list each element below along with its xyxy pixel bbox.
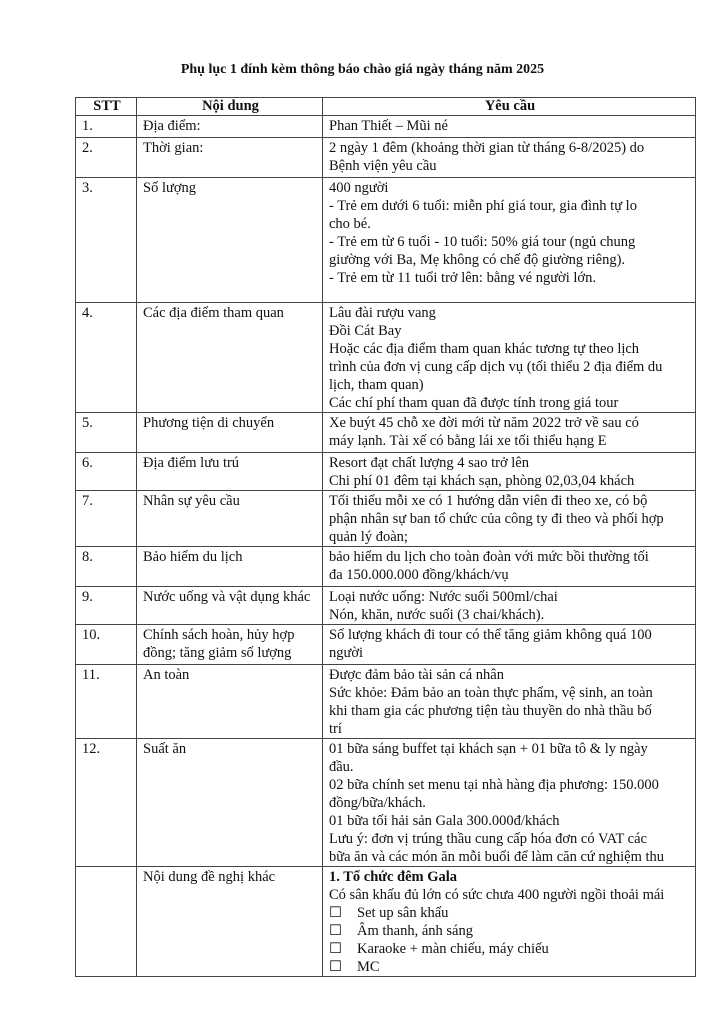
table-row bbox=[76, 138, 696, 178]
row-number: 3. bbox=[76, 178, 137, 303]
row-content-label: Số lượng bbox=[137, 178, 323, 303]
row-number: 1. bbox=[76, 116, 137, 138]
requirement-line: đồng/bữa/khách. bbox=[329, 795, 426, 811]
checklist-item bbox=[329, 922, 691, 940]
checklist-item bbox=[329, 940, 691, 958]
table-row bbox=[76, 587, 696, 625]
requirement-line: 400 người bbox=[329, 180, 389, 196]
table-row bbox=[76, 453, 696, 491]
requirement-line: Loại nước uống: Nước suối 500ml/chai bbox=[329, 589, 558, 605]
table-body bbox=[76, 116, 696, 977]
requirement-line: lịch, tham quan) bbox=[329, 377, 424, 393]
row-requirement bbox=[323, 547, 696, 587]
row-requirement bbox=[323, 665, 696, 739]
requirement-line: - Trẻ em dưới 6 tuổi: miễn phí giá tour, gia đình tự lo bbox=[329, 198, 637, 214]
requirement-line: 02 bữa chính set menu tại nhà hàng địa phương: 150.000 bbox=[329, 777, 659, 793]
gala-heading: 1. Tổ chức đêm Gala bbox=[329, 869, 458, 885]
checklist-item-label: MC bbox=[357, 959, 380, 975]
requirement-line: phận nhân sự ban tổ chức của công ty đi theo và phối hợp bbox=[329, 511, 664, 527]
checklist-item bbox=[329, 958, 691, 976]
row-number: 5. bbox=[76, 413, 137, 453]
requirement-line: Tối thiểu mỗi xe có 1 hướng dẫn viên đi theo xe, có bộ bbox=[329, 493, 648, 509]
requirement-line: bữa ăn và các món ăn mỗi buổi để làm căn cứ nghiệm thu bbox=[329, 849, 665, 865]
requirement-line: Phan Thiết – Mũi né bbox=[329, 118, 448, 134]
row-requirement bbox=[323, 491, 696, 547]
table-row bbox=[76, 303, 696, 413]
checklist-item-label: Âm thanh, ánh sáng bbox=[357, 923, 473, 939]
row-content-label: Địa điểm lưu trú bbox=[137, 453, 323, 491]
table-row bbox=[76, 739, 696, 867]
checkbox-icon: ☐ bbox=[329, 905, 342, 921]
header-noi-dung: Nội dung bbox=[137, 98, 323, 116]
row-content-label: Phương tiện di chuyển bbox=[137, 413, 323, 453]
requirement-line: Lưu ý: đơn vị trúng thầu cung cấp hóa đơn có VAT các bbox=[329, 831, 647, 847]
row-number: 2. bbox=[76, 138, 137, 178]
row-requirement bbox=[323, 867, 696, 977]
requirement-line: đầu. bbox=[329, 759, 354, 775]
checklist-item-label: Set up sân khấu bbox=[357, 905, 449, 921]
row-requirement bbox=[323, 587, 696, 625]
row-content-label: Thời gian: bbox=[137, 138, 323, 178]
checkbox-icon: ☐ bbox=[329, 959, 342, 975]
requirement-line: Được đảm bảo tài sản cá nhân bbox=[329, 667, 504, 683]
requirement-line: 01 bữa sáng buffet tại khách sạn + 01 bữa tô & ly ngày bbox=[329, 741, 648, 757]
requirement-line: quản lý đoàn; bbox=[329, 529, 408, 545]
requirements-table bbox=[75, 97, 696, 977]
row-requirement bbox=[323, 116, 696, 138]
row-content-label: Nước uống và vật dụng khác bbox=[137, 587, 323, 625]
requirement-line: Sức khỏe: Đảm bảo an toàn thực phẩm, vệ sinh, an toàn bbox=[329, 685, 653, 701]
row-content-label: Suất ăn bbox=[137, 739, 323, 867]
requirement-line: trình của đơn vị cung cấp dịch vụ (tối thiểu 2 địa điểm du bbox=[329, 359, 663, 375]
checkbox-icon: ☐ bbox=[329, 941, 342, 957]
row-requirement bbox=[323, 303, 696, 413]
row-content-label: Các địa điểm tham quan bbox=[137, 303, 323, 413]
row-requirement bbox=[323, 138, 696, 178]
requirement-line: - Trẻ em từ 11 tuổi trở lên: bằng vé người lớn. bbox=[329, 270, 596, 286]
checkbox-icon: ☐ bbox=[329, 923, 342, 939]
requirement-line: Số lượng khách đi tour có thể tăng giảm không quá 100 bbox=[329, 627, 652, 643]
requirement-line: bảo hiểm du lịch cho toàn đoàn với mức bồi thường tối bbox=[329, 549, 649, 565]
row-requirement bbox=[323, 739, 696, 867]
checklist-item bbox=[329, 904, 691, 922]
requirement-line: Xe buýt 45 chỗ xe đời mới từ năm 2022 trở về sau có bbox=[329, 415, 639, 431]
requirement-line: Bệnh viện yêu cầu bbox=[329, 158, 437, 174]
requirement-line: Đồi Cát Bay bbox=[329, 323, 402, 339]
table-row bbox=[76, 413, 696, 453]
row-number: 4. bbox=[76, 303, 137, 413]
table-header-row bbox=[76, 98, 696, 116]
requirement-line: cho bé. bbox=[329, 216, 371, 232]
row-content-label: Nội dung đề nghị khác bbox=[137, 867, 323, 977]
requirement-line: Chi phí 01 đêm tại khách sạn, phòng 02,03,04 khách bbox=[329, 473, 635, 489]
row-number: 12. bbox=[76, 739, 137, 867]
requirement-line: Resort đạt chất lượng 4 sao trở lên bbox=[329, 455, 529, 471]
row-requirement bbox=[323, 178, 696, 303]
gala-intro: Có sân khấu đủ lớn có sức chưa 400 người ngồi thoải mái bbox=[329, 887, 665, 903]
requirement-line: người bbox=[329, 645, 364, 661]
requirement-line: Hoặc các địa điểm tham quan khác tương tự theo lịch bbox=[329, 341, 640, 357]
table-row bbox=[76, 625, 696, 665]
table-row bbox=[76, 491, 696, 547]
row-number: 6. bbox=[76, 453, 137, 491]
requirement-line: giường với Ba, Mẹ không có chế độ giường riêng). bbox=[329, 252, 626, 268]
row-number: 10. bbox=[76, 625, 137, 665]
requirement-line: Lâu đài rượu vang bbox=[329, 305, 436, 321]
table-row bbox=[76, 116, 696, 138]
row-content-label: An toàn bbox=[137, 665, 323, 739]
row-requirement bbox=[323, 625, 696, 665]
requirement-line: 2 ngày 1 đêm (khoảng thời gian từ tháng 6-8/2025) do bbox=[329, 140, 645, 156]
requirement-line: Các chí phí tham quan đã được tính trong giá tour bbox=[329, 395, 619, 411]
header-yeu-cau: Yêu cầu bbox=[323, 98, 696, 116]
table-row bbox=[76, 547, 696, 587]
table-row bbox=[76, 178, 696, 303]
requirement-line: máy lạnh. Tài xế có bằng lái xe tối thiểu hạng E bbox=[329, 433, 607, 449]
document-title: Phụ lục 1 đính kèm thông báo chào giá ngày tháng năm 2025 bbox=[180, 62, 545, 77]
requirement-line: khi tham gia các phương tiện tàu thuyền do nhà thầu bố bbox=[329, 703, 652, 719]
row-content-label: Chính sách hoàn, hủy hợp đồng; tăng giảm số lượng bbox=[137, 625, 323, 665]
requirement-line: trí bbox=[329, 721, 342, 737]
row-number: 11. bbox=[76, 665, 137, 739]
table-row-other bbox=[76, 867, 696, 977]
row-number: 8. bbox=[76, 547, 137, 587]
requirement-line: 01 bữa tối hải sản Gala 300.000đ/khách bbox=[329, 813, 560, 829]
row-number: 7. bbox=[76, 491, 137, 547]
row-number-empty bbox=[76, 867, 137, 977]
checklist-item-label: Karaoke + màn chiếu, máy chiếu bbox=[357, 941, 549, 957]
row-content-label: Địa điểm: bbox=[137, 116, 323, 138]
requirement-line: đa 150.000.000 đồng/khách/vụ bbox=[329, 567, 509, 583]
row-number: 9. bbox=[76, 587, 137, 625]
row-requirement bbox=[323, 453, 696, 491]
row-content-label: Bảo hiểm du lịch bbox=[137, 547, 323, 587]
table-row bbox=[76, 665, 696, 739]
row-requirement bbox=[323, 413, 696, 453]
row-content-label: Nhân sự yêu cầu bbox=[137, 491, 323, 547]
requirement-line: - Trẻ em từ 6 tuổi - 10 tuổi: 50% giá tour (ngủ chung bbox=[329, 234, 636, 250]
requirement-line: Nón, khăn, nước suối (3 chai/khách). bbox=[329, 607, 545, 623]
header-stt: STT bbox=[76, 98, 137, 116]
